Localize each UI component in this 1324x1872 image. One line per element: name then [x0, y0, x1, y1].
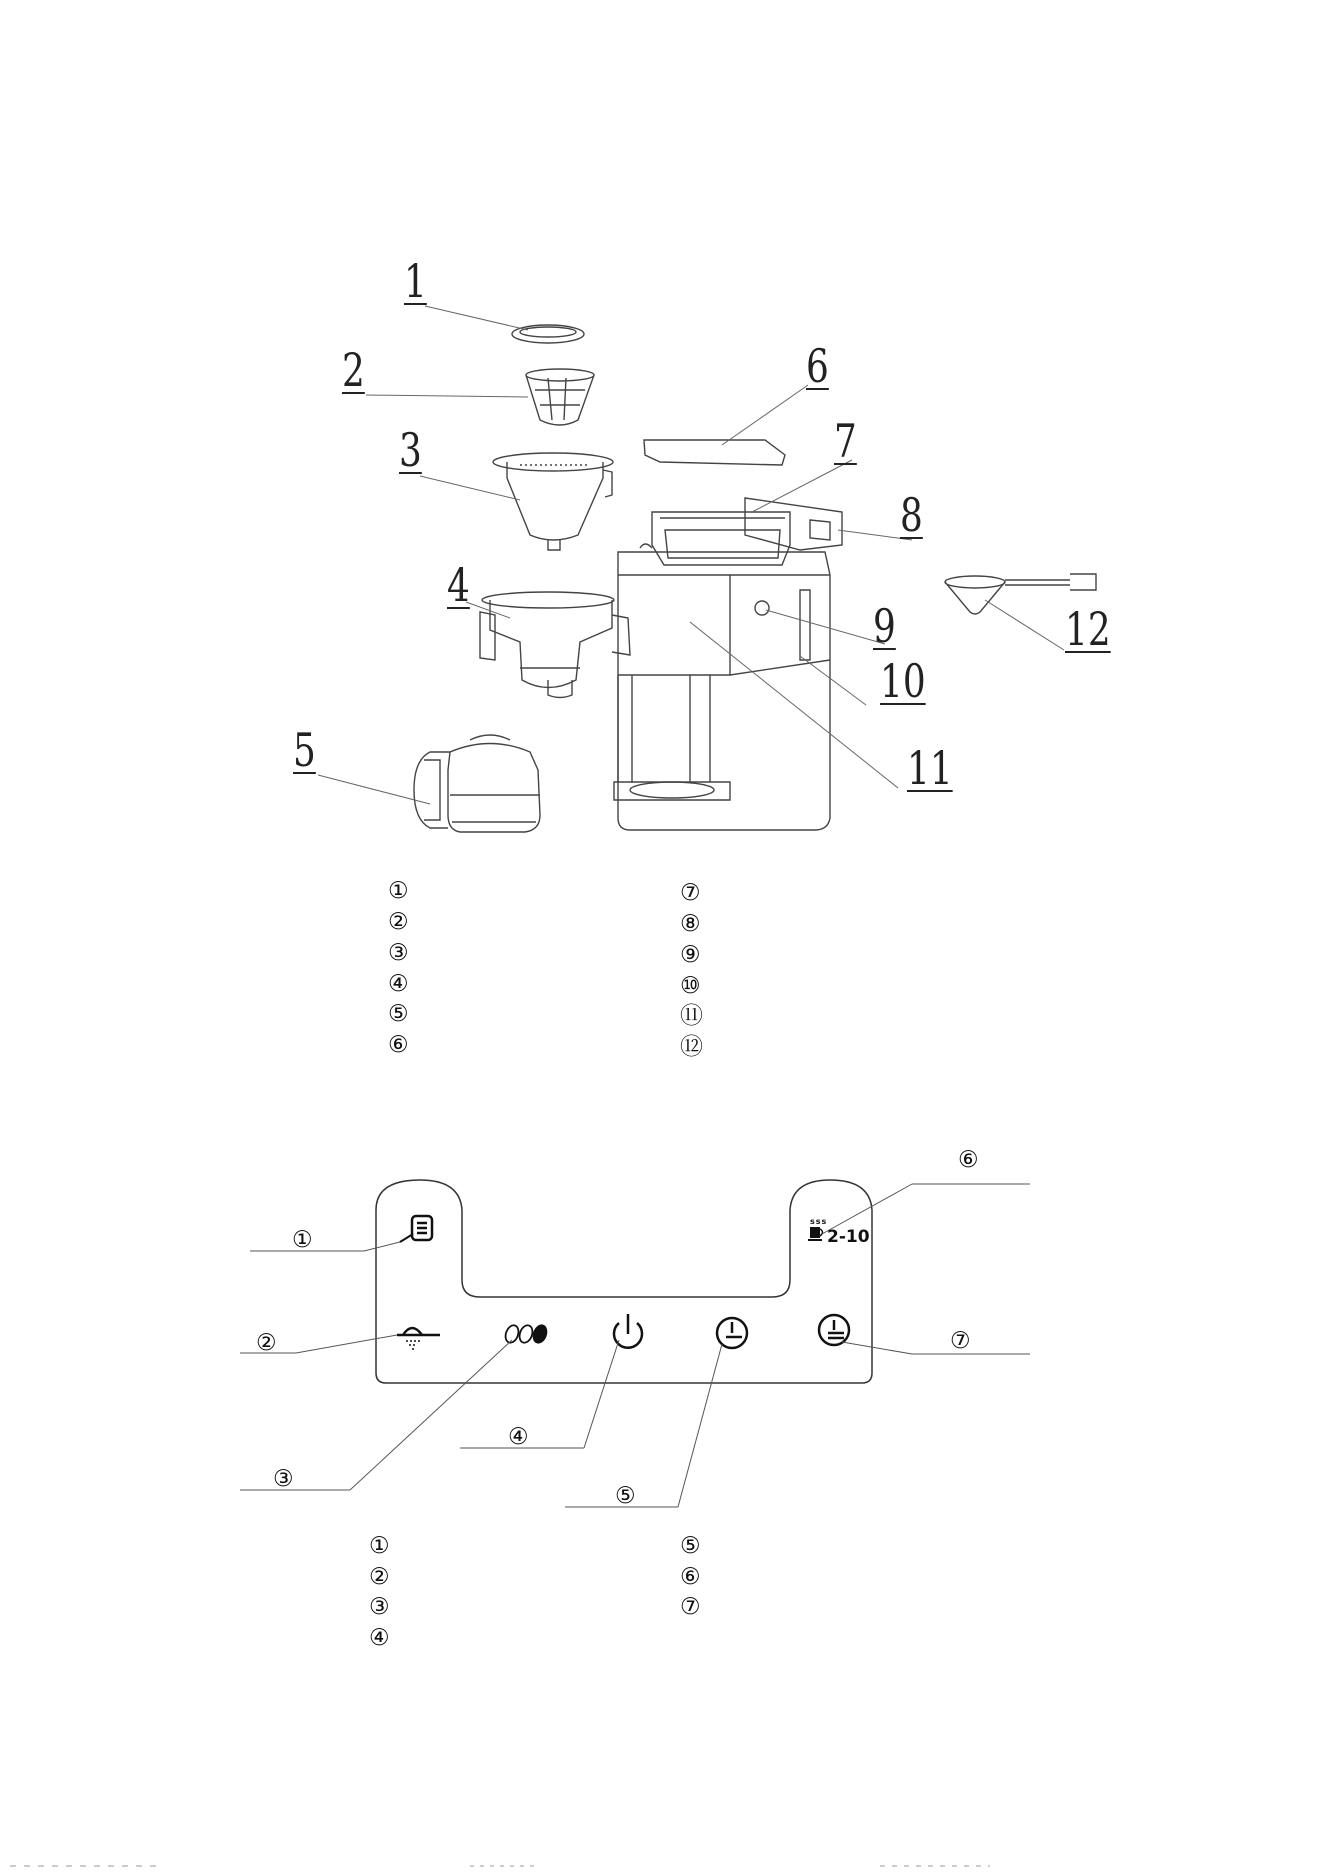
- filter-holder-part: [493, 453, 613, 550]
- panel-callout-7: ⑦: [950, 1328, 971, 1354]
- part-number-11: 11: [907, 741, 953, 795]
- part-number-3: 3: [399, 423, 422, 477]
- parts-legend-5: ⑤: [388, 1001, 409, 1027]
- cups-icon: [808, 1227, 823, 1240]
- thermometer-low-icon: [717, 1318, 747, 1348]
- exploded-view-drawing: [0, 0, 1324, 860]
- parts-legend-1: ①: [388, 878, 409, 904]
- parts-legend-7: ⑦: [680, 880, 701, 906]
- machine-body: [614, 544, 830, 830]
- part-number-4: 4: [447, 558, 470, 612]
- menu-icon: [400, 1216, 432, 1242]
- carafe-part: [414, 735, 540, 832]
- panel-callout-5: ⑤: [615, 1483, 636, 1509]
- control-module-part: [745, 498, 842, 550]
- part-number-6: 6: [806, 339, 829, 393]
- parts-legend-10: ⑩: [680, 973, 701, 999]
- panel-legend-2: ②: [369, 1564, 390, 1590]
- parts-legend-2: ②: [388, 909, 409, 935]
- filter-basket-part: [480, 592, 630, 698]
- panel-legend-5: ⑤: [680, 1533, 701, 1559]
- panel-legend-4: ④: [369, 1625, 390, 1651]
- part-number-5: 5: [293, 723, 316, 777]
- panel-legend-1: ①: [369, 1533, 390, 1559]
- part-number-10: 10: [880, 654, 926, 708]
- parts-legend-4: ④: [388, 971, 409, 997]
- parts-legend-11: ⑪: [680, 1003, 703, 1029]
- control-panel-drawing: [0, 1130, 1324, 1520]
- thermometer-high-icon: [819, 1315, 849, 1345]
- panel-callout-2: ②: [256, 1330, 277, 1356]
- exploded-view: [0, 0, 1324, 860]
- panel-callout-4: ④: [508, 1424, 529, 1450]
- filter-lid-part: [512, 325, 584, 343]
- panel-legend-3: ③: [369, 1594, 390, 1620]
- bottom-edge-artifact: [0, 1862, 1324, 1872]
- panel-outline: [376, 1180, 872, 1383]
- part-number-1: 1: [404, 254, 427, 308]
- permanent-filter-part: [526, 369, 594, 425]
- panel-callout-1: ①: [292, 1227, 313, 1253]
- control-panel-diagram: [0, 1130, 1324, 1520]
- part-number-7: 7: [834, 414, 857, 468]
- parts-legend-8: ⑧: [680, 911, 701, 937]
- hopper-lid-part: [644, 440, 785, 465]
- bean-hopper-part: [652, 512, 790, 565]
- leader-lines: [318, 306, 1064, 804]
- panel-legend-6: ⑥: [680, 1564, 701, 1590]
- panel-callout-6: ⑥: [958, 1147, 979, 1173]
- part-number-9: 9: [873, 599, 896, 653]
- cups-range-label: 2-10: [827, 1227, 870, 1247]
- cups-dots: sss: [810, 1217, 828, 1226]
- part-number-12: 12: [1065, 602, 1111, 656]
- grind-filter-icon: [397, 1328, 440, 1349]
- parts-legend-6: ⑥: [388, 1032, 409, 1058]
- panel-callout-3: ③: [273, 1466, 294, 1492]
- parts-legend-9: ⑨: [680, 942, 701, 968]
- part-number-2: 2: [342, 343, 365, 397]
- parts-legend-3: ③: [388, 940, 409, 966]
- part-number-8: 8: [900, 488, 923, 542]
- panel-legend-7: ⑦: [680, 1594, 701, 1620]
- parts-legend-12: ⑫: [680, 1034, 703, 1060]
